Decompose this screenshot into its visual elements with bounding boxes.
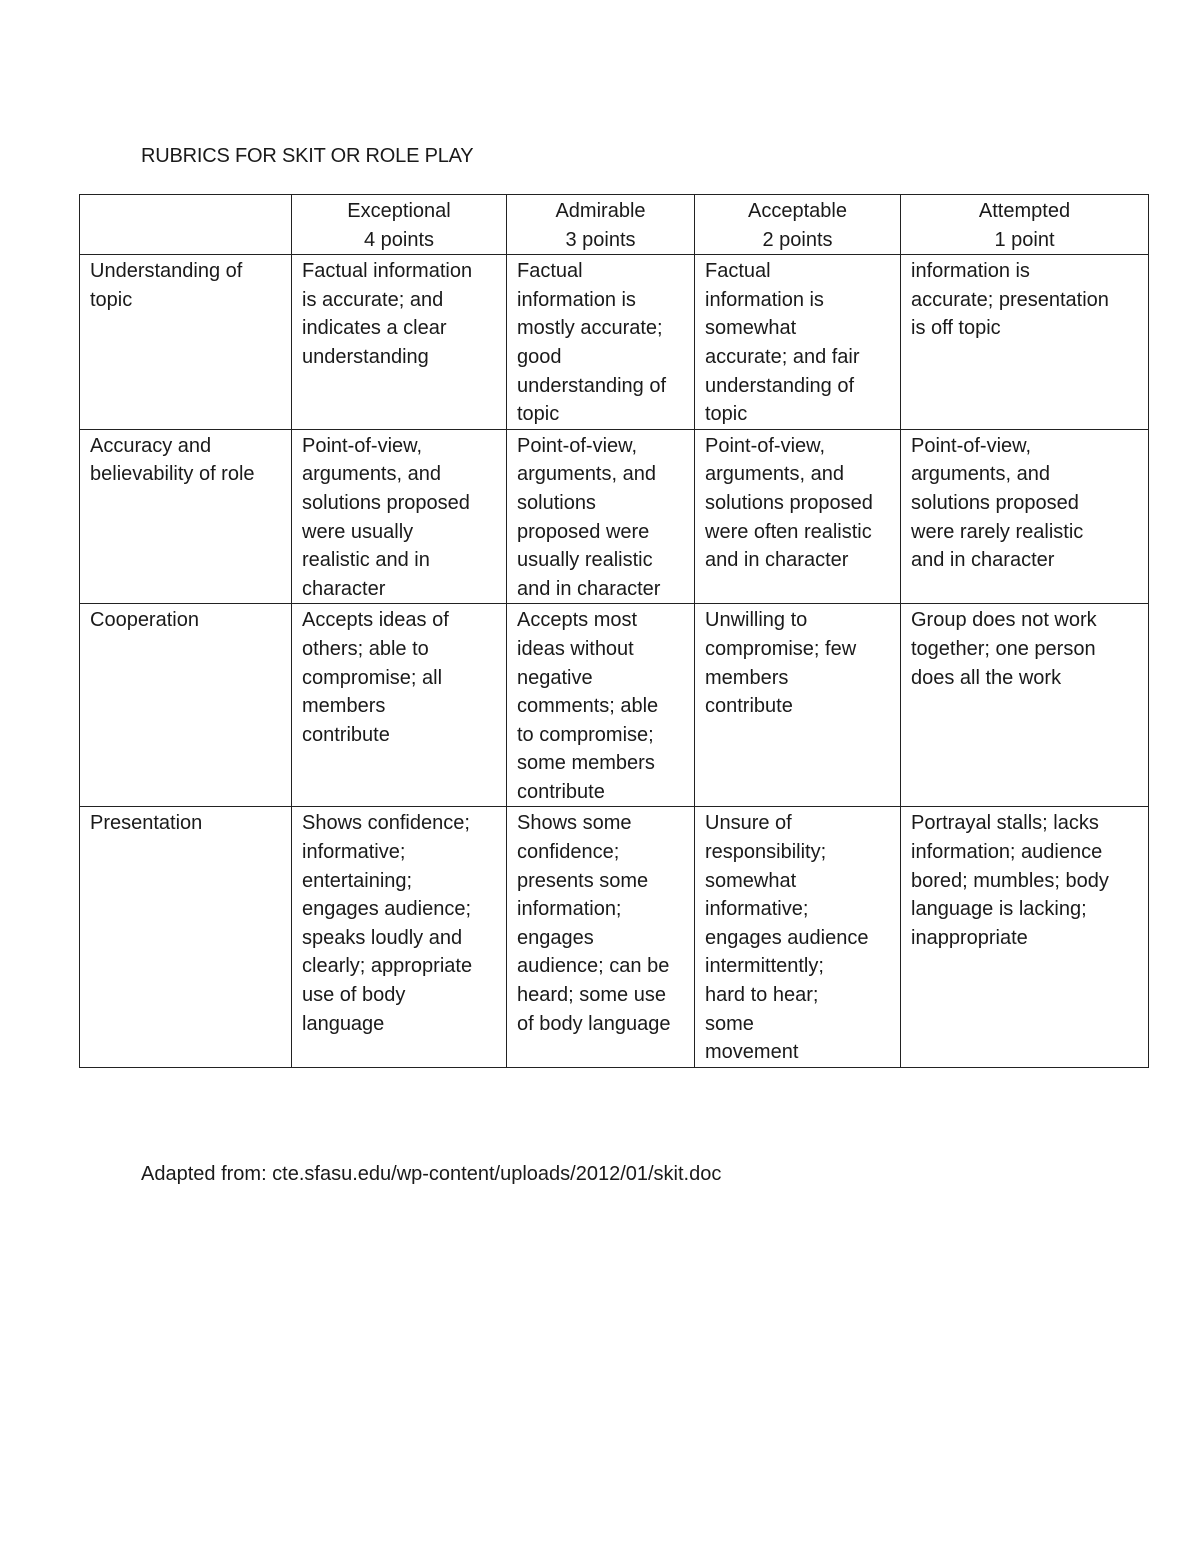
descriptor-cell [292,255,507,430]
descriptor-cell [695,429,901,604]
descriptor-cell [695,807,901,1067]
descriptor-cell [695,255,901,430]
header-row [80,195,1149,255]
criterion-cell [80,807,292,1067]
descriptor-text: Group does not work together; one person does all the work [911,609,1097,689]
descriptor-text: Shows confidence; informative; entertaining; engages audience; speaks loudly and clearly; appropriate use of body language [302,812,473,1035]
descriptor-cell [507,807,695,1067]
document-title: RUBRICS FOR SKIT OR ROLE PLAY [141,145,474,167]
descriptor-text: Point-of-view, arguments, and solutions proposed were usually realistic and in character [302,434,470,600]
descriptor-cell [292,429,507,604]
descriptor-cell [507,255,695,430]
rubric-table [79,194,1149,1068]
descriptor-text: Shows some confidence; presents some information; engages audience; can be heard; some use of body language [517,812,671,1035]
descriptor-cell [901,429,1149,604]
header-cell-acceptable [695,195,901,255]
table-row [80,604,1149,807]
descriptor-cell [507,429,695,604]
descriptor-cell [292,604,507,807]
header-cell-exceptional [292,195,507,255]
descriptor-text: Point-of-view, arguments, and solutions proposed were usually realistic and in character [517,434,661,600]
criterion-label: Cooperation [90,609,199,632]
table-row [80,255,1149,430]
criterion-label: Accuracy and believability of role [90,434,255,486]
table-row [80,429,1149,604]
criterion-cell [80,604,292,807]
descriptor-text: Accepts most ideas without negative comments; able to compromise; some members contribute [517,609,659,803]
descriptor-text: Factual information is accurate; and indicates a clear understanding [302,260,473,368]
descriptor-cell [901,604,1149,807]
descriptor-cell [695,604,901,807]
descriptor-text: Factual information is mostly accurate; good understanding of topic [517,260,667,426]
criterion-label: Understanding of topic [90,260,243,311]
descriptor-text: Unwilling to compromise; few members contribute [705,609,857,718]
descriptor-text: Accepts ideas of others; able to compromise; all members contribute [302,609,449,746]
descriptor-text: Factual information is somewhat accurate; and fair understanding of topic [705,260,860,426]
criterion-label: Presentation [90,812,203,835]
level-points: 3 points [565,228,636,251]
descriptor-text: Point-of-view, arguments, and solutions proposed were often realistic and in character [705,434,873,572]
level-name: Attempted [978,200,1071,222]
level-points: 4 points [363,228,435,251]
criterion-cell [80,429,292,604]
level-points: 2 points [762,228,833,251]
header-cell-attempted [901,195,1149,255]
descriptor-cell [507,604,695,807]
descriptor-cell [901,807,1149,1067]
header-cell-admirable [507,195,695,255]
criterion-cell [80,255,292,430]
descriptor-text: Unsure of responsibility; somewhat informative; engages audience intermittently; hard to hear; some movement [705,812,869,1064]
level-name: Acceptable [748,200,847,222]
source-note: Adapted from: cte.sfasu.edu/wp-content/uploads/2012/01/skit.doc [141,1163,722,1185]
descriptor-text: Portrayal stalls; lacks information; audience bored; mumbles; body language is lacking; inappropriate [911,812,1109,949]
level-points: 1 point [994,228,1055,251]
level-name: Admirable [555,200,646,222]
level-name: Exceptional [347,200,451,222]
table-row [80,807,1149,1067]
descriptor-text: information is accurate; presentation is off topic [911,260,1109,340]
descriptor-cell [901,255,1149,430]
descriptor-cell [292,807,507,1067]
header-corner-cell [80,195,292,255]
descriptor-text: Point-of-view, arguments, and solutions proposed were rarely realistic and in character [911,434,1084,572]
